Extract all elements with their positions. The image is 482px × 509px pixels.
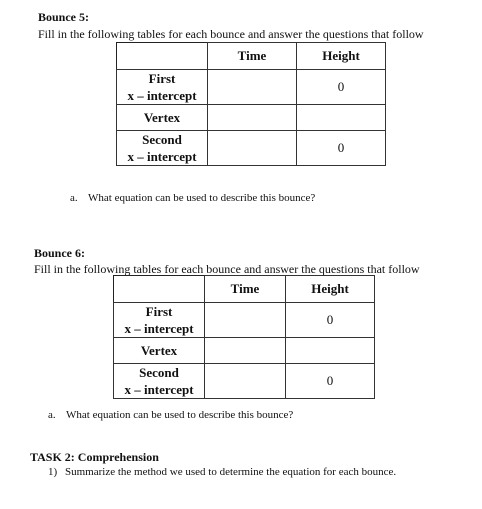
row-label: First x – intercept: [117, 70, 208, 105]
bounce6-instruction: Fill in the following tables for each bounce and answer the questions that follow: [34, 262, 420, 276]
bounce5-table: [116, 42, 386, 166]
height-cell[interactable]: [286, 338, 375, 364]
row-label: Second x – intercept: [117, 131, 208, 166]
question-text: What equation can be used to describe this bounce?: [66, 409, 294, 421]
height-cell[interactable]: [297, 105, 386, 131]
bounce5-question: [70, 192, 315, 204]
task2-item: [48, 466, 396, 478]
bounce6-table: [113, 275, 375, 399]
table-row: [117, 131, 386, 166]
bounce6-heading: Bounce 6:: [34, 246, 85, 260]
row-label: Vertex: [114, 338, 205, 364]
bounce6-question: [48, 409, 293, 421]
time-cell[interactable]: [205, 338, 286, 364]
question-letter: a.: [70, 192, 78, 204]
height-cell[interactable]: 0: [297, 70, 386, 105]
question-text: What equation can be used to describe this bounce?: [88, 192, 316, 204]
table-row: [114, 303, 375, 338]
bounce5-instruction: Fill in the following tables for each bounce and answer the questions that follow: [38, 27, 424, 41]
height-cell[interactable]: 0: [286, 303, 375, 338]
table-row: [117, 70, 386, 105]
height-cell[interactable]: 0: [286, 364, 375, 399]
table-row: [117, 105, 386, 131]
item-text: Summarize the method we used to determine the equation for each bounce.: [65, 466, 397, 478]
table-corner-cell: [117, 43, 208, 70]
question-letter: a.: [48, 409, 56, 421]
time-header: Time: [205, 276, 286, 303]
bounce5-heading: Bounce 5:: [38, 10, 89, 24]
height-cell[interactable]: 0: [297, 131, 386, 166]
row-label: Second x – intercept: [114, 364, 205, 399]
table-row: [114, 364, 375, 399]
height-header: Height: [297, 43, 386, 70]
time-header: Time: [208, 43, 297, 70]
task2-heading: TASK 2: Comprehension: [30, 450, 159, 464]
item-number: 1): [48, 466, 58, 478]
time-cell[interactable]: [208, 70, 297, 105]
time-cell[interactable]: [208, 105, 297, 131]
table-corner-cell: [114, 276, 205, 303]
table-row: [114, 338, 375, 364]
time-cell[interactable]: [208, 131, 297, 166]
time-cell[interactable]: [205, 364, 286, 399]
height-header: Height: [286, 276, 375, 303]
row-label: First x – intercept: [114, 303, 205, 338]
row-label: Vertex: [117, 105, 208, 131]
time-cell[interactable]: [205, 303, 286, 338]
